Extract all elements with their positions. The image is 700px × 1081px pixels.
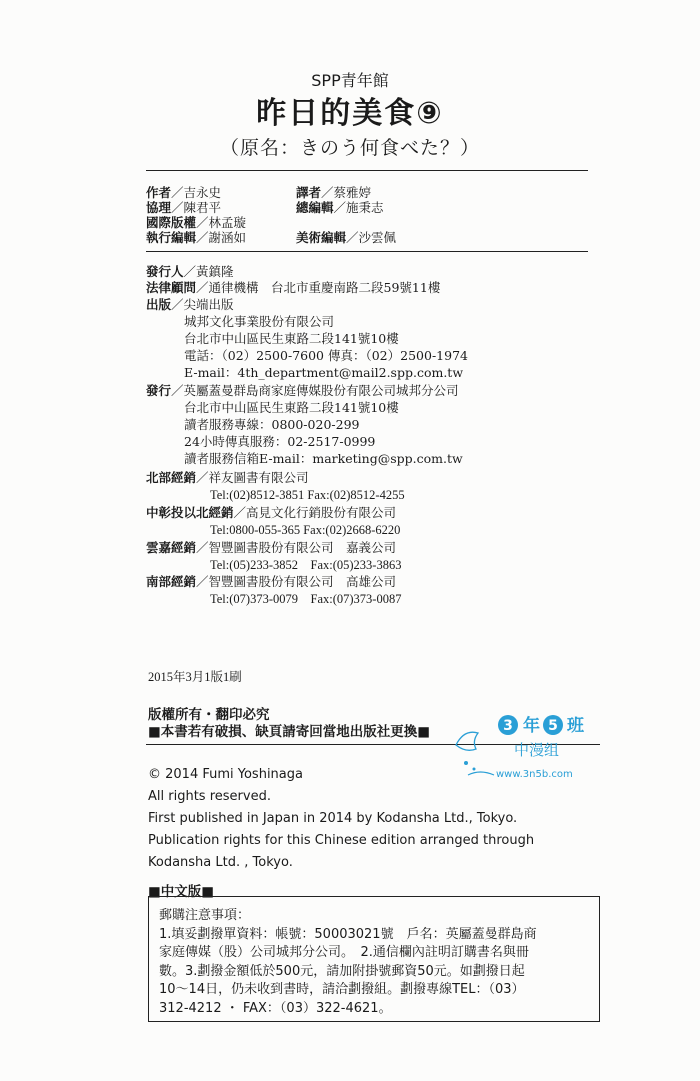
mail-order-heading: 郵購注意事項： xyxy=(159,908,251,923)
reader-email: 讀者服務信箱E-mail：marketing@spp.com.tw xyxy=(184,451,463,466)
copyright-line: Kodansha Ltd. , Tokyo. xyxy=(148,855,293,870)
distribution-address: 台北市中山區民生東路二段141號10樓 xyxy=(184,400,399,415)
copyright-line: All rights reserved. xyxy=(148,789,271,804)
original-title: （原名：きのう何食べた？） xyxy=(219,137,480,159)
publisher-series: SPP青年館 xyxy=(311,71,389,90)
divider xyxy=(146,251,588,252)
chiayi-distributor: 雲嘉經銷／智豐圖書股份有限公司 嘉義公司 xyxy=(146,540,397,555)
south-distributor: 南部經銷／智豐圖書股份有限公司 高雄公司 xyxy=(146,574,397,589)
fax-service: 24小時傳真服務：02-2517-0999 xyxy=(184,434,376,449)
svg-text:班: 班 xyxy=(567,716,584,736)
credit-art-editor: 美術編輯／沙雲佩 xyxy=(296,230,397,245)
south-contact: Tel:(07)373-0079 Fax:(07)373-0087 xyxy=(210,592,402,606)
divider xyxy=(146,170,588,171)
svg-text:年: 年 xyxy=(523,716,540,736)
mail-order-line: 家庭傳媒（股）公司城邦分公司。 2.通信欄內註明訂購書名與冊 xyxy=(159,945,529,960)
central-north-distributor: 中彰投以北經銷／高見文化行銷股份有限公司 xyxy=(146,505,397,520)
svg-text:3: 3 xyxy=(503,718,513,734)
reader-hotline: 讀者服務專線：0800-020-299 xyxy=(184,417,360,432)
credit-author: 作者／吉永史 xyxy=(146,185,222,200)
mail-order-line: 312-4212 ・ FAX：（03）322-4621。 xyxy=(159,1000,392,1016)
publisher-line: 發行人／黃鎮隆 xyxy=(146,264,234,279)
svg-text:5: 5 xyxy=(548,718,558,734)
edition-date: 2015年3月1版1刷 xyxy=(148,670,242,684)
north-contact: Tel:(02)8512-3851 Fax:(02)8512-4255 xyxy=(210,488,405,502)
chiayi-contact: Tel:(05)233-3852 Fax:(05)233-3863 xyxy=(210,558,402,572)
chinese-edition-label: ■中文版■ xyxy=(148,884,215,900)
copyright-line: © 2014 Fumi Yoshinaga xyxy=(148,767,303,782)
copyright-line: Publication rights for this Chinese edition arranged through xyxy=(148,833,535,848)
credit-exec-editor: 執行編輯／謝涵如 xyxy=(146,230,247,245)
mail-order-line: 1.填妥劃撥單資料：帳號：50003021號 戶名：英屬蓋曼群島商 xyxy=(159,926,537,942)
svg-text:www.3n5b.com: www.3n5b.com xyxy=(496,769,573,780)
mail-order-line: 10～14日，仍未收到書時，請洽劃撥組。劃撥專線TEL：（03） xyxy=(159,982,525,997)
credit-assist: 協理／陳君平 xyxy=(146,200,222,215)
mail-order-line: 數。3.劃撥金額低於500元，請加附掛號郵資50元。如劃撥日起 xyxy=(159,963,525,979)
press-address: 台北市中山區民生東路二段141號10樓 xyxy=(184,331,399,346)
copyright-block xyxy=(148,764,534,874)
credit-translator: 譯者／蔡雅婷 xyxy=(296,185,372,200)
watermark-figure-icon xyxy=(456,732,478,750)
legal-line: 法律顧問／通律機構 台北市重慶南路二段59號11樓 xyxy=(146,280,441,295)
copyright-line: First published in Japan in 2014 by Kodansha Ltd., Tokyo. xyxy=(148,811,518,826)
svg-text:中漫组: 中漫组 xyxy=(514,741,560,759)
press-email: E-mail：4th_department@mail2.spp.com.tw xyxy=(184,365,464,380)
press-phone: 電話：（02）2500-7600 傳真：（02）2500-1974 xyxy=(184,348,468,363)
distribution-line: 發行／英屬蓋曼群島商家庭傳媒股份有限公司城邦分公司 xyxy=(146,383,459,398)
book-title: 昨日的美食⑨ xyxy=(256,96,444,131)
north-distributor: 北部經銷／祥友圖書有限公司 xyxy=(146,470,309,485)
central-north-contact: Tel:0800-055-365 Fax:(02)2668-6220 xyxy=(210,523,401,537)
rights-notice: 版權所有・翻印必究 xyxy=(148,707,270,723)
mail-order-notice xyxy=(148,896,600,1022)
press-line: 出版／尖端出版 xyxy=(146,297,234,312)
press-company: 城邦文化事業股份有限公司 xyxy=(184,314,335,329)
replacement-notice: ■本書若有破損、缺頁請寄回當地出版社更換■ xyxy=(148,724,431,740)
credit-chief-editor: 總編輯／施秉志 xyxy=(296,200,384,215)
credit-intl-rights: 國際版權／林孟璇 xyxy=(146,215,247,230)
